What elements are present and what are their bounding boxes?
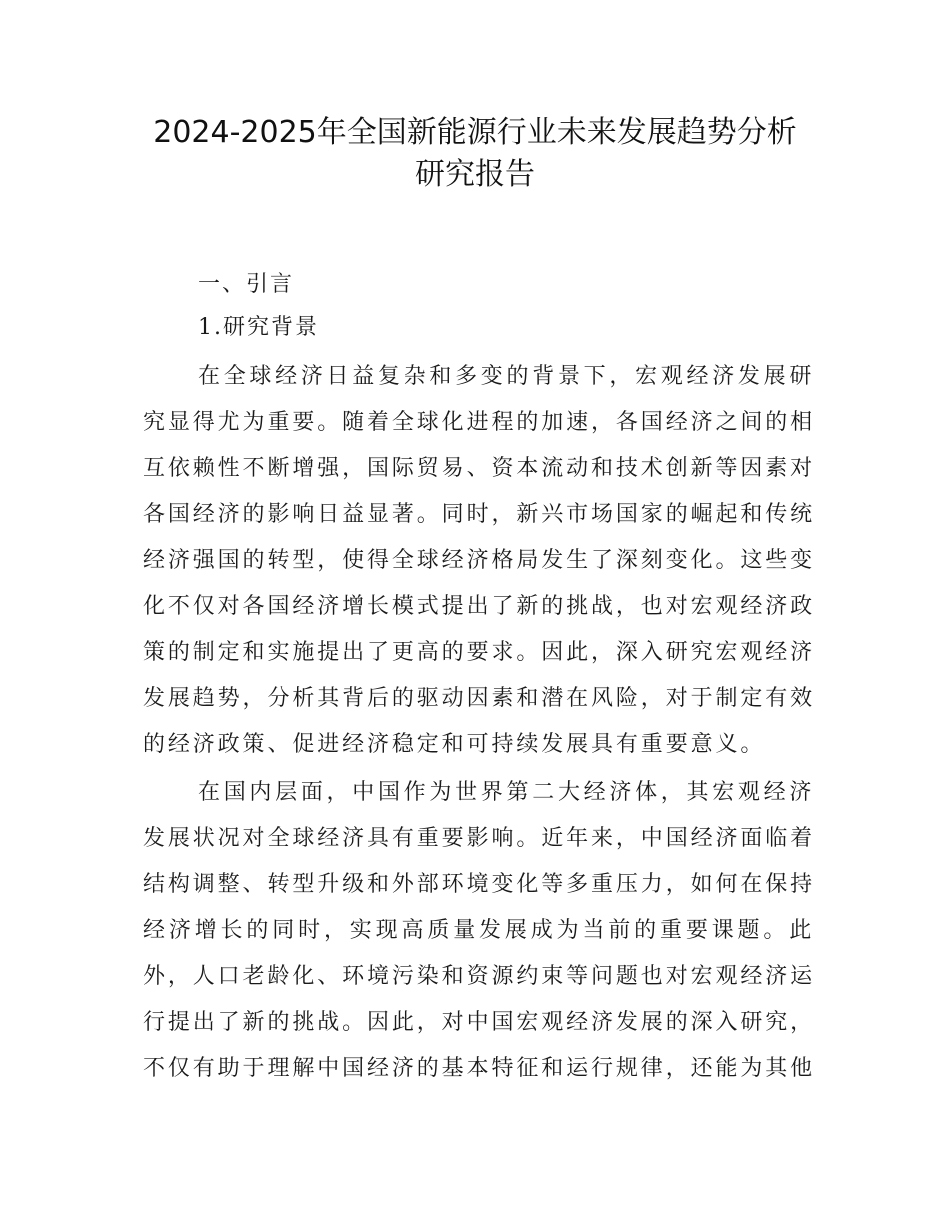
paragraph-line: 各国经济的影响日益显著。同时，新兴市场国家的崛起和传统 xyxy=(143,502,816,527)
subsection-heading-research-background: 1.研究背景 xyxy=(198,315,319,340)
paragraph-line: 经济强国的转型，使得全球经济格局发生了深刻变化。这些变 xyxy=(143,548,816,573)
paragraph-line: 不仅有助于理解中国经济的基本特征和运行规律，还能为其他 xyxy=(143,1056,816,1081)
paragraph-line: 行提出了新的挑战。因此，对中国宏观经济发展的深入研究， xyxy=(143,1010,816,1035)
paragraph-line: 发展状况对全球经济具有重要影响。近年来，中国经济面临着 xyxy=(143,826,816,851)
report-title-line-1: 2024-2025年全国新能源行业未来发展趋势分析 xyxy=(153,115,797,150)
paragraph-line: 在国内层面，中国作为世界第二大经济体，其宏观经济 xyxy=(198,780,816,805)
paragraph-line: 究显得尤为重要。随着全球化进程的加速，各国经济之间的相 xyxy=(143,410,816,435)
section-heading-introduction: 一、引言 xyxy=(198,272,295,297)
paragraph-line: 化不仅对各国经济增长模式提出了新的挑战，也对宏观经济政 xyxy=(143,594,816,619)
paragraph-line: 的经济政策、促进经济稳定和可持续发展具有重要意义。 xyxy=(143,732,766,757)
paragraph-line: 互依赖性不断增强，国际贸易、资本流动和技术创新等因素对 xyxy=(143,456,816,481)
paragraph-line: 策的制定和实施提出了更高的要求。因此，深入研究宏观经济 xyxy=(143,640,816,665)
paragraph-line: 在全球经济日益复杂和多变的背景下，宏观经济发展研 xyxy=(198,364,816,389)
paragraph-line: 发展趋势，分析其背后的驱动因素和潜在风险，对于制定有效 xyxy=(143,686,816,711)
paragraph-line: 外，人口老龄化、环境污染和资源约束等问题也对宏观经济运 xyxy=(143,964,816,989)
paragraph-line: 经济增长的同时，实现高质量发展成为当前的重要课题。此 xyxy=(143,918,816,943)
paragraph-line: 结构调整、转型升级和外部环境变化等多重压力，如何在保持 xyxy=(143,872,816,897)
report-title-line-2: 研究报告 xyxy=(415,157,535,192)
